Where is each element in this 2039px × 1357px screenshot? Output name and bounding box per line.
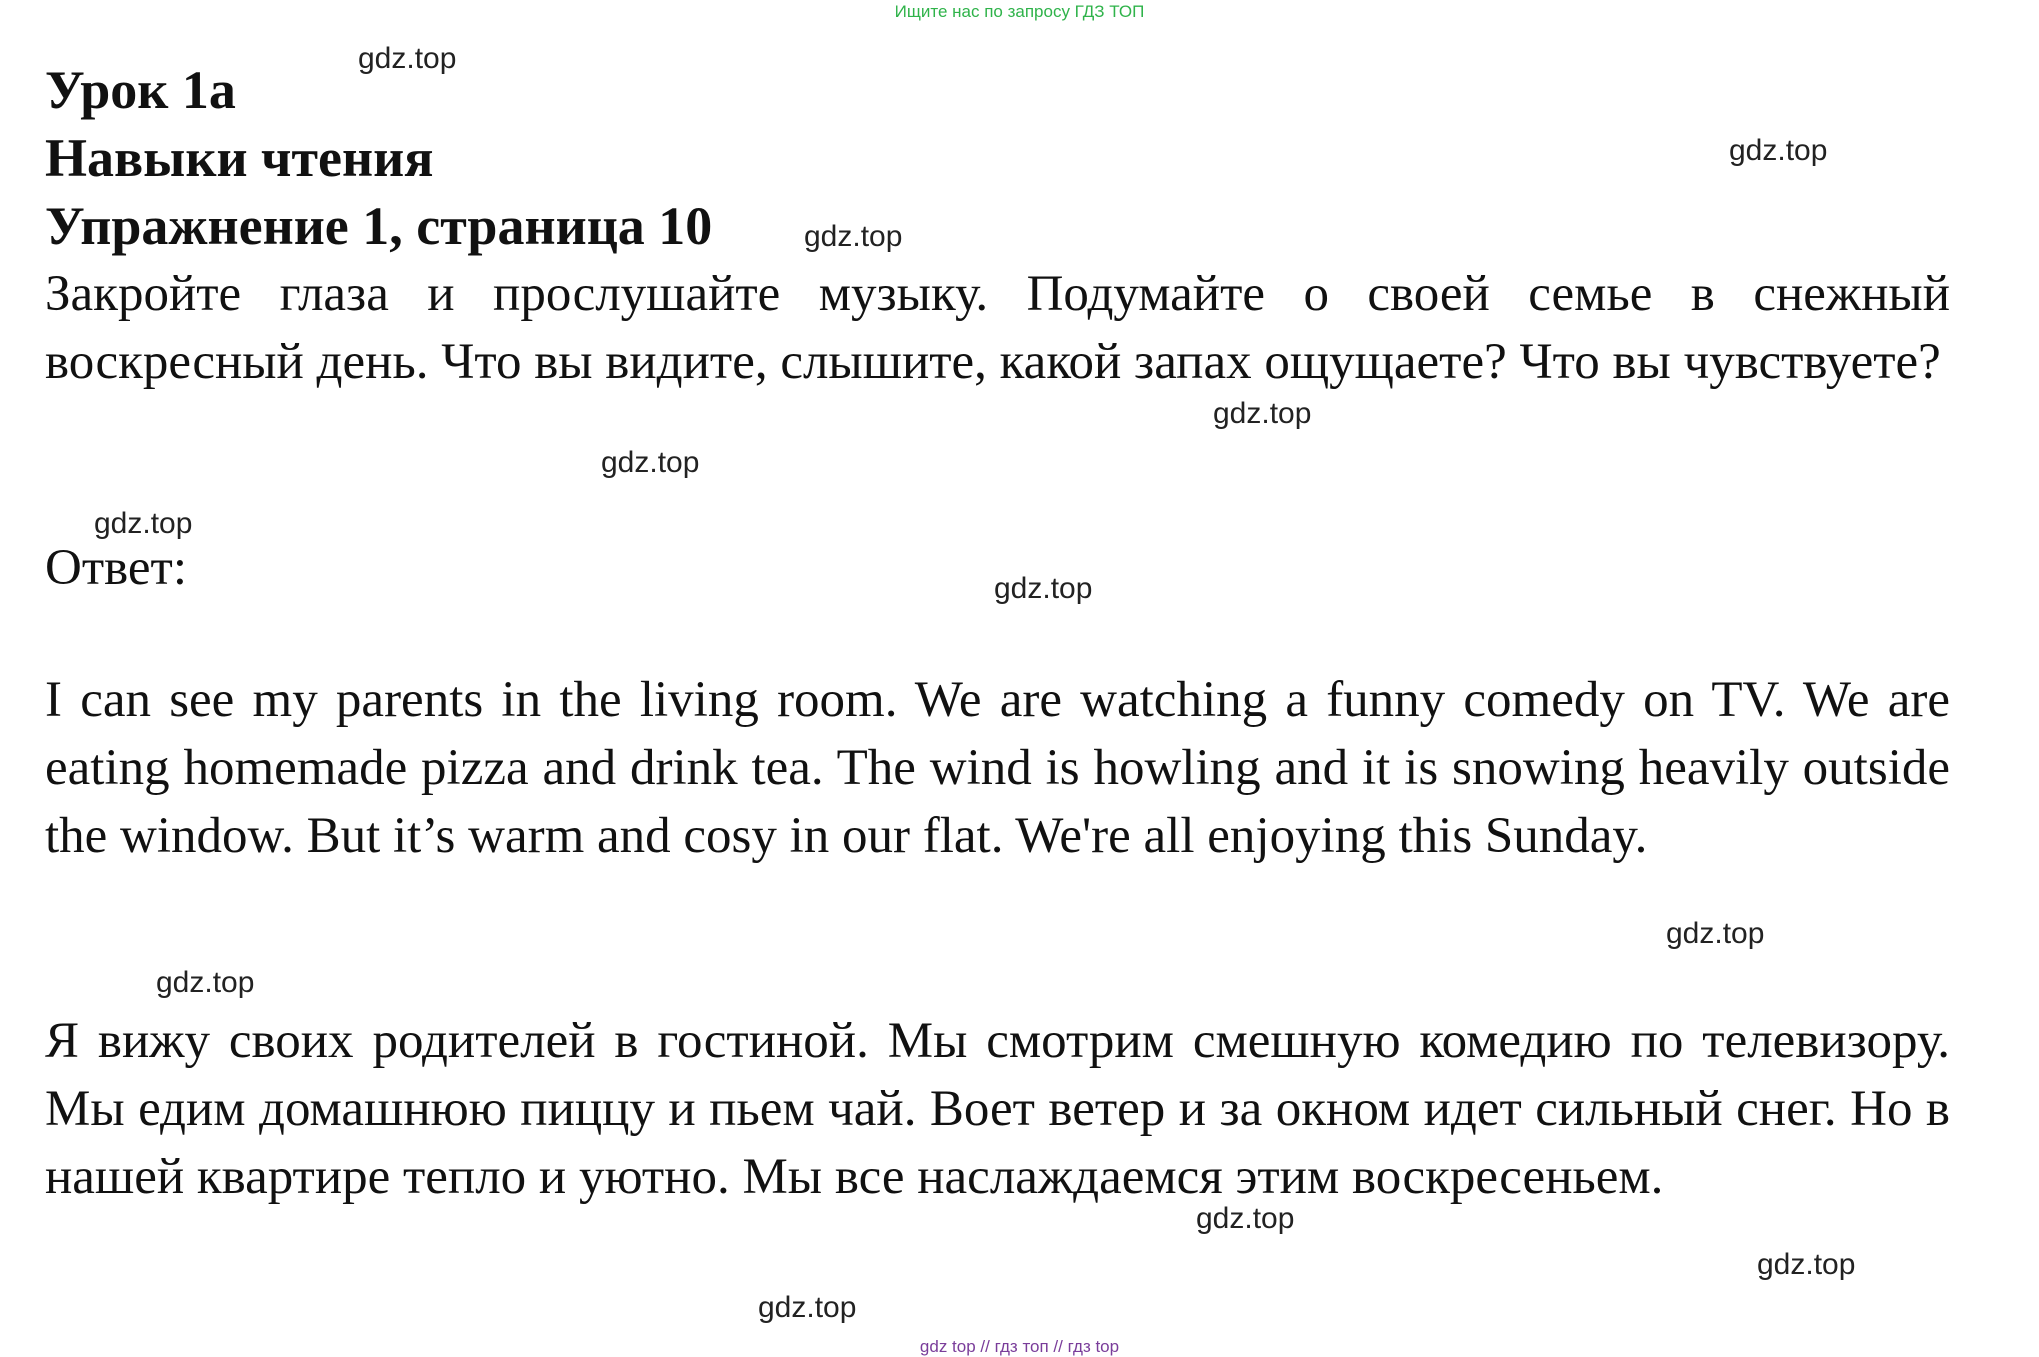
watermark: gdz.top: [1729, 134, 1828, 167]
watermark: gdz.top: [1757, 1248, 1856, 1281]
section-title: Навыки чтения: [45, 128, 434, 188]
watermark: gdz.top: [1196, 1202, 1295, 1235]
lesson-title: Урок 1a: [45, 60, 236, 120]
watermark: gdz.top: [156, 966, 255, 999]
watermark: gdz.top: [804, 220, 903, 253]
top-banner: Ищите нас по запросу ГДЗ ТОП: [894, 2, 1145, 21]
watermark: gdz.top: [358, 42, 457, 75]
watermark: gdz.top: [1213, 397, 1312, 430]
footer: gdz top // гдз топ // гдз top: [919, 1337, 1120, 1356]
watermark: gdz.top: [994, 572, 1093, 605]
watermark: gdz.top: [94, 507, 193, 540]
watermark: gdz.top: [601, 446, 700, 479]
answer-english: I can see my parents in the living room. We are watching a funny comedy on TV. We are eating homemade pizza and drink tea. The wind is howling and it is snowing heavily outside the window. But it’s warm and cosy in our flat. We're all enjoying this Sunday.: [45, 672, 1950, 864]
watermark: gdz.top: [1666, 917, 1765, 950]
watermark: gdz.top: [758, 1291, 857, 1324]
task-text: Закройте глаза и прослушайте музыку. Подумайте о своей семье в снежный воскресный день. Что вы видите, слышите, какой запах ощущаете? Что вы чувствуете?: [45, 266, 1950, 390]
exercise-title: Упражнение 1, страница 10: [45, 196, 713, 256]
answer-russian: Я вижу своих родителей в гостиной. Мы смотрим смешную комедию по телевизору. Мы едим домашнюю пиццу и пьем чай. Воет ветер и за окном идет сильный снег. Но в нашей квартире тепло и уютно. Мы все наслаждаемся этим воскресеньем.: [45, 1013, 1950, 1205]
answer-label: Ответ:: [45, 540, 187, 596]
